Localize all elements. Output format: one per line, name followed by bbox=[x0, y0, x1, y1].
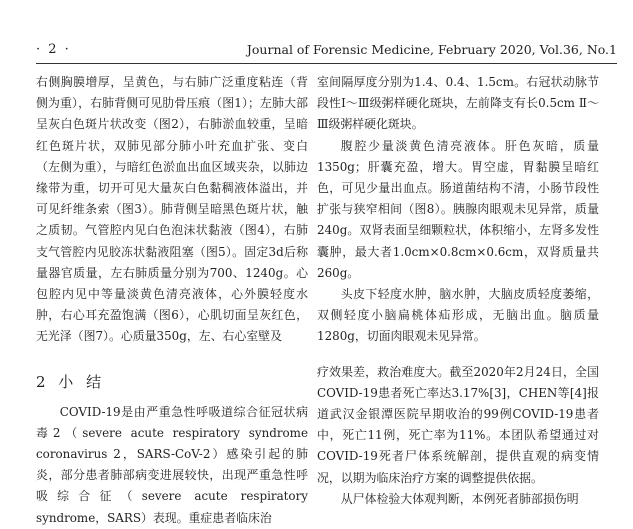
right-paragraph-2: 腹腔少量淡黄色清亮液体。肝色灰暗，质量1350g；肝囊充盈，增大。胃空虚，胃黏膜呈暗红色，可见少量出血点。肠道菌结构不清，小肠节段性扩张与狭窄相间（图8）。胰腺肉眼观未见异常，质量240g。双肾表面呈细颗粒状，体积缩小，左肾多发性囊肿，最大者1.0cm×0.8cm×0.6cm，双肾质量共260g。 bbox=[317, 138, 599, 280]
journal-citation: Journal of Forensic Medicine, February 2020, Vol.36, No.1 bbox=[246, 42, 617, 57]
page-number: · 2 · bbox=[36, 42, 71, 57]
left-column bbox=[36, 72, 308, 525]
right-column bbox=[317, 72, 599, 506]
section-heading-summary: 2 小 结 bbox=[36, 372, 106, 391]
left-paragraph-1: 右侧胸膜增厚，呈黄色，与右肺广泛重度粘连（背侧为重），右肺背侧可见肋骨压痕（图1）；左肺大部呈灰白色斑片状改变（图2），右肺淤血较重，呈暗红色斑片状，双肺见部分肺小叶充血扩张、变白（左侧为重），与暗红色淤血出血区域夹杂，以肺边缘带为重，切开可见大量灰白色黏稠液体溢出，并可见纤维条索（图3）。肺背侧呈暗黑色斑片状，触之质韧。气管腔内见白色泡沫状黏液（图4），右肺支气管腔内见胶冻状黏液阻塞（图5）。固定3d后称量器官质量，左右肺质量分别为700、1240g。心包腔内见中等量淡黄色清亮液体，心外膜轻度水肿，右心耳充盈饱满（图6），心肌切面呈灰红色，无光泽（图7）。心质量350g，左、右心室壁及 bbox=[36, 75, 308, 344]
right-paragraph-3: 头皮下轻度水肿，脑水肿，大脑皮质轻度萎缩，双侧轻度小脑扁桃体疝形成，无脑出血。脑质量1280g，切面肉眼观未见异常。 bbox=[317, 287, 599, 344]
right-paragraph-1: 室间隔厚度分别为1.4、0.4、1.5cm。右冠状动脉节段性Ⅰ～Ⅲ级粥样硬化斑块，左前降支有长0.5cm Ⅱ～Ⅲ级粥样硬化斑块。 bbox=[317, 75, 599, 132]
running-header bbox=[0, 0, 633, 60]
right-paragraph-4: 疗效果差，救治难度大。截至2020年2月24日，全国COVID-19患者死亡率达3.17%[3]，CHEN等[4]报道武汉金银潭医院早期收治的99例COVID-19患者中，死亡11例，死亡率为11%。本团队希望通过对COVID-19死者尸体系统解剖，提供直观的病变情况，以期为临床治疗方案的调整提供依据。 bbox=[317, 364, 599, 485]
header-divider bbox=[36, 63, 617, 64]
right-paragraph-5: 从尸体检验大体观判断，本例死者肺部损伤明 bbox=[340, 491, 579, 506]
left-paragraph-2: COVID-19是由严重急性呼吸道综合征冠状病毒2（severe acute respiratory syndrome coronavirus 2，SARS-CoV-2）感染引起的肺炎，部分患者肺部病变进展较快，出现严重急性呼吸综合征（severe acute respiratory syndrome，SARS）表现。重症患者临床治 bbox=[36, 404, 308, 525]
